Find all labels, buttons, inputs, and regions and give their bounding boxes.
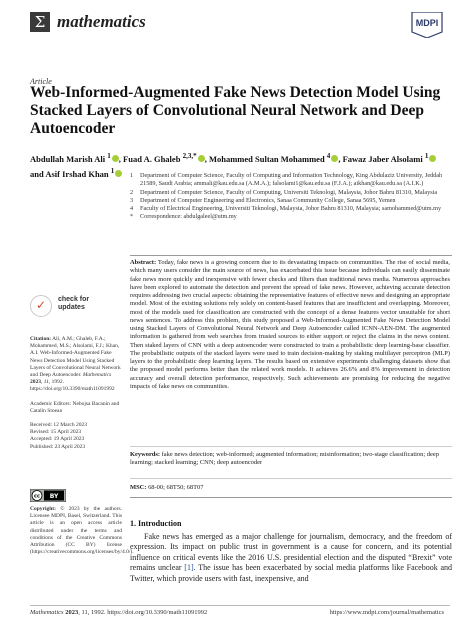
author-name[interactable]: , Mohammed Sultan Mohammed [204, 153, 327, 164]
reference-link[interactable]: [1] [184, 563, 194, 573]
affiliation-item [130, 172, 455, 189]
correspondence-email[interactable]: Correspondence: abdulgaleel@utm.my [140, 213, 237, 221]
affiliation-number: * [130, 213, 134, 221]
affiliation-text: Department of Computer Science, Faculty of Computing and Information Technology, King Abdulaziz University, Jeddah 21589, Saudi Arabia; ammali@kau.edu.sa (A.M.A.); falsolami1@kau.edu.sa (F.J.A.); aikhan@kau.edu.sa (A.I.K.) [140, 172, 443, 188]
affiliation-text: Department of Computer Engineering and Electronics, Sanaa Community College, Sanaa 5695, Yemen [140, 196, 396, 204]
editors-label: Academic Editors: [30, 400, 72, 407]
section-heading: 1. Introduction [130, 519, 182, 528]
journal-logo-icon: Σ [30, 12, 50, 32]
author-affil-sup: 1 [110, 166, 115, 175]
copyright-label: Copyright: [30, 506, 56, 512]
divider [130, 446, 452, 447]
footer-year: 2023 [65, 609, 79, 616]
affiliation-number: 3 [130, 196, 134, 204]
affiliation-number: 4 [130, 205, 134, 213]
footer-citation [30, 609, 207, 616]
intro-text-part1: Fake news has emerged as a major challenge for journalism, democracy, and the freedom of expression. Its impact on public trust in government is a cause for concern, and its potential influence on critical events like the 2016 U.S. presidential election and the disputed “Brexit” vote remains unclear [130, 532, 452, 573]
author-affil-sup: 2,3,* [182, 152, 197, 160]
orcid-icon[interactable] [115, 170, 122, 177]
author-affil-sup: 1 [107, 152, 111, 160]
cc-logo-text: cc [34, 493, 40, 500]
abstract-text: Today, fake news is a growing concern due to its devastating impacts on communities. The rise of social media, which many users consider the main source of news, has exacerbated this issue because individuals can easily disseminate fake news more quickly and inexpensive with fewer checks and filters than traditional news media. Numerous approaches have been explored to automate the detection and prevent the spread of fake news. However, achieving accurate detection requires addressing two crucial aspects: obtaining the representative features of effective news and designing an appropriate model. Most of the existing solutions rely solely on content-based features that are insufficient and overlapping. Moreover, most of the models used for classification are constructed with the concept of a dense features vector unsuitable for short news sentences. To address this problem, this study proposed a Web-Informed-Augmented Fake News Detection Model using Stacked Layers of Convolutional Neural Network and Deep Autoencoder called ICNN-AEN-DM. The augmented information is gathered from web searches from trusted sources to either support or reject the claims in the news content. Then staked layers of CNN with a deep autoencoder were constructed to train a probabilistic deep learning-base classifier. The probabilistic outputs of the stacked layers were used to train decision-making by staking multilayer perceptron (MLP) layers to the probabilistic deep learning layers. The results based on extensive experiments challenging datasets show that the proposed model performs better than the related work models. It achieves 26.6% and 8% improvement in detection accuracy and overall detection performance, respectively. Such achievements are promising for reducing the negative impacts of fake news on communities. [130, 259, 450, 390]
orcid-icon[interactable] [198, 155, 205, 162]
orcid-icon[interactable] [429, 155, 436, 162]
keywords-text: fake news detection; web-informed; augmented information; misinformation; two-stage classification; deep learning; stacked learning; CNN; deep autoencoder [130, 451, 439, 467]
divider [130, 497, 452, 498]
affiliation-item [130, 213, 455, 221]
keywords [130, 451, 450, 468]
paper-title: Web-Informed-Augmented Fake News Detection Model Using Stacked Layers of Convolutional Neural Network and Deep Autoencoder [30, 84, 441, 137]
journal-name: mathematics [57, 12, 146, 31]
affiliation-number: 2 [130, 188, 134, 196]
affiliation-text: Department of Computer Science, Faculty of Computing, Universiti Teknologi, Malaysia, Johor Bahru 81310, Malaysia [140, 188, 438, 196]
intro-text-part2: . The issue has been exacerbated by social media platforms like Facebook and Twitter, which provide users with fast, inexpensive, and [130, 563, 452, 583]
mdpi-logo-text: MDPI [415, 18, 439, 28]
cc-by-license-icon[interactable] [30, 489, 66, 502]
citation-doi[interactable]: , 1992. https://doi.org/10.3390/math11091992 [30, 379, 115, 393]
cc-by-text: BY [49, 493, 59, 500]
citation-volume: 11 [43, 379, 49, 386]
introduction-text [130, 532, 452, 584]
checkmark-icon: ✓ [36, 298, 47, 312]
check-updates-line2: updates [58, 304, 85, 311]
affiliation-item [130, 197, 455, 205]
affiliation-text: Faculty of Electrical Engineering, Universiti Teknologi, Malaysia, Johor Bahru 81310, Malaysia; samohammed@utm.my [140, 205, 442, 213]
revised-date: Revised: 15 April 2023 [30, 429, 82, 436]
accepted-date: Accepted: 19 April 2023 [30, 436, 85, 443]
author-affil-sup: 4 [326, 152, 331, 160]
copyright-notice [30, 506, 134, 556]
msc-text: 68-00; 68T50; 68T07 [148, 484, 204, 491]
received-date: Received: 12 March 2023 [30, 422, 87, 429]
footer-doi[interactable]: , 11, 1992. https://doi.org/10.3390/math11091992 [78, 609, 208, 616]
divider [130, 478, 452, 479]
citation: Citation: Ali, A.M.; Ghaleb, F.A.; Mohammed, M.S.; Alsolami, F.J.; Khan, A.I. Web-Informed-Augmented Fake News Detection Model Using Stacked Layers of Convolutional Neural Network and Deep Autoencoder. Mathematics 2023, 11, 1992. https://doi.org/10.3390/math11091992 [30, 336, 121, 393]
citation-label: Citation: [30, 336, 52, 342]
citation-text: Ali, A.M.; Ghaleb, F.A.; Mohammed, M.S.; Alsolami, F.J.; Khan, A.I. Web-Informed-Augmented Fake News Detection Model Using Stacked Layers of Convolutional Neural Network and Deep Autoencoder. [30, 336, 121, 379]
keywords-label: Keywords: [130, 451, 161, 458]
author-name[interactable]: Abdullah Marish Ali [30, 153, 108, 164]
author-name[interactable]: , Fawaz Jaber Alsolami [338, 153, 425, 164]
author-name[interactable]: , Fuad A. Ghaleb [118, 153, 183, 164]
check-updates-line1: check for [58, 296, 90, 303]
copyright-text: © 2023 by the authors. Licensee MDPI, Basel, Switzerland. This article is an open access article distributed under the terms and conditions of the Creative Commons Attribution (CC BY) license (https://creativecommons.org/licenses/by/4.0/). [30, 506, 134, 556]
affiliation-item [130, 205, 455, 213]
affiliation-number: 1 [130, 172, 134, 179]
author-affil-sup: 1 [424, 152, 429, 160]
msc-label: MSC: [130, 484, 147, 491]
published-date: Published: 23 April 2023 [30, 443, 86, 450]
affiliation-item [130, 189, 455, 197]
article-type: Article [30, 77, 52, 86]
orcid-icon[interactable] [112, 155, 119, 162]
footer-divider [30, 605, 450, 606]
divider [130, 255, 452, 256]
academic-editors [30, 401, 122, 415]
sidebar [30, 336, 122, 451]
author-name[interactable]: and Asif Irshad Khan [30, 168, 111, 179]
abstract [130, 259, 450, 391]
msc-codes [130, 484, 450, 492]
footer-journal: Mathematics [30, 609, 64, 616]
check-for-updates-button[interactable] [30, 295, 120, 321]
citation-year: 2023 [30, 379, 41, 386]
editors-text: Nebojsa Bacanin and Catalin Stoean [30, 400, 120, 414]
abstract-label: Abstract: [130, 259, 157, 266]
footer-journal-url[interactable]: https://www.mdpi.com/journal/mathematics [329, 609, 444, 616]
affiliations [130, 172, 455, 222]
mdpi-logo-icon [410, 12, 444, 38]
citation-journal: Mathematics [82, 372, 112, 379]
check-updates-label [58, 296, 89, 312]
